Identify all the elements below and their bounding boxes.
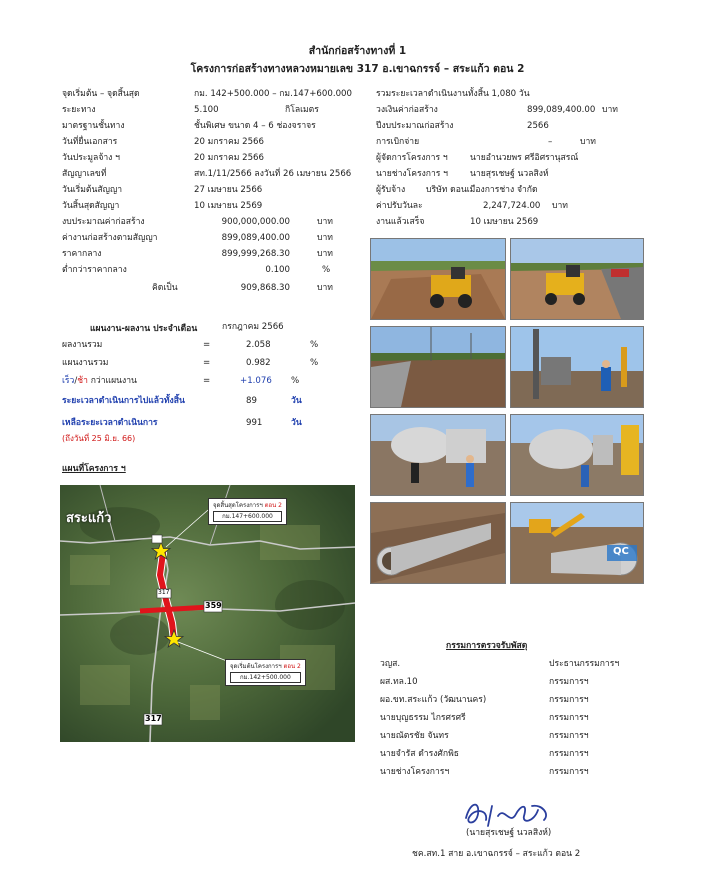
committee-member-role: กรรมการฯ (549, 767, 589, 777)
map-title: แผนที่โครงการ ฯ (62, 464, 126, 474)
right-info-unit: บาท (552, 201, 568, 211)
elapsed-value: 89 (246, 396, 257, 406)
ahead-slash: / (74, 376, 78, 386)
progress-month: กรกฎาคม 2566 (222, 322, 284, 332)
progress-title: แผนงาน-ผลงาน ประจำเดือน (90, 324, 198, 334)
right-info-value: 2566 (527, 121, 549, 131)
budget-label: ค่างานก่อสร้างตามสัญญา (62, 233, 158, 243)
start-callout-section: ตอน 2 (283, 663, 301, 670)
photo-qc-label: QC (613, 546, 629, 557)
budget-value: 899,089,400.00 (221, 233, 290, 243)
committee-member-name: นายช่างโครงการฯ (380, 767, 450, 777)
budget-unit: บาท (317, 233, 333, 243)
end-callout-km: กม.147+600.000 (213, 511, 282, 522)
photo-pipes-excavator (510, 502, 644, 584)
progress-row-eq: = (203, 340, 211, 350)
committee-member-name: ผอ.ขท.สระแก้ว (วัฒนานคร) (380, 695, 487, 705)
right-info-label: วงเงินค่าก่อสร้าง (376, 105, 438, 115)
progress-row-value: 2.058 (246, 340, 271, 350)
left-info-label: วันประมูลจ้าง ฯ (62, 153, 120, 163)
budget-unit: % (322, 265, 331, 275)
committee-member-role: กรรมการฯ (549, 749, 589, 759)
right-info-label: งานแล้วเสร็จ (376, 217, 425, 227)
ahead-slow: ช้า (77, 376, 88, 386)
right-info-label: ปีงบประมาณก่อสร้าง (376, 121, 454, 131)
left-info-label: มาตรฐานชั้นทาง (62, 121, 125, 131)
ahead-unit: % (291, 376, 300, 386)
ahead-eq: = (203, 376, 211, 386)
left-info-unit: กิโลเมตร (285, 105, 319, 115)
left-info-label: จุดเริ่มต้น – จุดสิ้นสุด (62, 89, 140, 99)
budget-label: ราคากลาง (62, 249, 102, 259)
right-info-label: ค่าปรับวันละ (376, 201, 423, 211)
right-info-value: 2,247,724.00 (483, 201, 541, 211)
remaining-value: 991 (246, 418, 263, 428)
left-info-label: ระยะทาง (62, 105, 96, 115)
photo-image (511, 415, 643, 495)
signatory-name: (นายสุรเชษฐ์ นวลสิงห์) (466, 828, 552, 838)
signatory-position: ชค.สท.1 สาย อ.เขาฉกรรจ์ – สระแก้ว ตอน 2 (412, 849, 581, 859)
right-info-unit: บาท (580, 137, 596, 147)
right-info-label: รวมระยะเวลาดำเนินงานทั้งสิ้น 1,080 วัน (376, 89, 530, 99)
project-map (60, 485, 355, 742)
budget-value: 909,868.30 (240, 283, 290, 293)
progress-row-label: ผลงานรวม (62, 340, 103, 350)
committee-title: กรรมการตรวจรับพัสดุ (446, 641, 528, 651)
end-callout-section: ตอน 2 (264, 502, 282, 509)
right-info-value: 10 เมษายน 2569 (470, 217, 539, 227)
committee-member-role: กรรมการฯ (549, 713, 589, 723)
right-info-value: บริษัท ดอนเมืองการช่าง จำกัด (426, 185, 538, 195)
right-info-value: 899,089,400.00 (527, 105, 596, 115)
start-callout-text: จุดเริ่มต้นโครงการฯ (230, 663, 284, 670)
photo-image (371, 415, 505, 495)
budget-value: 900,000,000.00 (221, 217, 290, 227)
left-info-value: ชั้นพิเศษ ขนาด 4 – 6 ช่องจราจร (194, 121, 316, 131)
progress-row-eq: = (203, 358, 211, 368)
right-info-label: ผู้รับจ้าง (376, 185, 406, 195)
handwritten-signature (458, 796, 558, 832)
right-info-unit: บาท (602, 105, 618, 115)
left-info-label: วันที่ยื่นเอกสาร (62, 137, 118, 147)
left-info-value: 5.100 (194, 105, 219, 115)
header-line-2: โครงการก่อสร้างทางหลวงหมายเลข 317 อ.เขาฉกรรจ์ – สระแก้ว ตอน 2 (190, 63, 525, 75)
ahead-label (62, 376, 137, 387)
right-info-value: – (548, 137, 553, 147)
right-info-label: การเบิกจ่าย (376, 137, 420, 147)
committee-member-name: ผส.ทล.10 (380, 677, 418, 687)
photo-image (511, 239, 643, 319)
photo-drain-pipes (370, 502, 506, 584)
budget-unit: บาท (317, 283, 333, 293)
left-info-value: กม. 142+500.000 – กม.147+600.000 (194, 89, 352, 99)
photo-concrete-pour (370, 414, 506, 496)
committee-member-role: กรรมการฯ (549, 695, 589, 705)
right-info-label: นายช่างโครงการ ฯ (376, 169, 448, 179)
budget-unit: บาท (317, 217, 333, 227)
budget-value: 899,999,268.30 (221, 249, 290, 259)
left-info-label: วันสิ้นสุดสัญญา (62, 201, 120, 211)
budget-value: 0.100 (265, 265, 290, 275)
right-info-value: นายอำนวยพร ศรีอิศรานุสรณ์ (470, 153, 579, 163)
left-info-value: 20 มกราคม 2566 (194, 137, 264, 147)
left-info-label: วันเริ่มต้นสัญญา (62, 185, 123, 195)
remaining-label: เหลือระยะเวลาดำเนินการ (62, 418, 158, 428)
photo-image (511, 503, 643, 583)
map-town-label: สระแก้ว (66, 511, 112, 526)
as-of-date: (ถึงวันที่ 25 มิ.ย. 66) (62, 434, 136, 443)
photo-pile-rig (510, 326, 644, 408)
map-route-label: 359 (205, 601, 222, 610)
remaining-unit: วัน (291, 418, 302, 428)
committee-member-role: กรรมการฯ (549, 677, 589, 687)
photo-image (511, 327, 643, 407)
right-info-value: นายสุรเชษฐ์ นวลสิงห์ (470, 169, 549, 179)
left-info-value: 27 เมษายน 2566 (194, 185, 263, 195)
progress-row-unit: % (310, 340, 319, 350)
committee-member-name: นายจำรัส ดำรงศักพิธ (380, 749, 459, 759)
budget-label: ต่ำกว่าราคากลาง (62, 265, 127, 275)
photo-grader-roadwork (370, 238, 506, 320)
header-line-1: สำนักก่อสร้างทางที่ 1 (308, 45, 407, 57)
committee-member-name: นายณัตรชัย จันทร (380, 731, 449, 741)
end-point-callout (208, 498, 287, 525)
ahead-value: +1.076 (240, 376, 272, 386)
ahead-fast: เร็ว (62, 376, 75, 386)
map-route-label: 317 (145, 714, 162, 723)
elapsed-unit: วัน (291, 396, 302, 406)
photo-image (371, 503, 505, 583)
start-point-callout (225, 659, 306, 686)
ahead-rest: กว่าแผนงาน (87, 376, 137, 386)
progress-row-value: 0.982 (246, 358, 271, 368)
committee-member-name: นายบุญธรรม ไกรศรศรี (380, 713, 466, 723)
photo-grader-highway (510, 238, 644, 320)
left-info-value: สท.1/11/2566 ลงวันที่ 26 เมษายน 2566 (194, 169, 352, 179)
left-info-value: 20 มกราคม 2566 (194, 153, 264, 163)
progress-row-unit: % (310, 358, 319, 368)
progress-row-label: แผนงานรวม (62, 358, 109, 368)
committee-member-name: วญส. (380, 659, 401, 669)
photo-image (371, 239, 505, 319)
budget-label: งบประมาณค่าก่อสร้าง (62, 217, 145, 227)
committee-member-role: ประธานกรรมการฯ (549, 659, 620, 669)
budget-label: คิดเป็น (152, 283, 178, 293)
photo-image (371, 327, 505, 407)
photo-roadbed (370, 326, 506, 408)
end-callout-text: จุดสิ้นสุดโครงการฯ (213, 502, 265, 509)
photo-mixer-truck (510, 414, 644, 496)
elapsed-label: ระยะเวลาดำเนินการไปแล้วทั้งสิ้น (62, 396, 185, 406)
committee-member-role: กรรมการฯ (549, 731, 589, 741)
right-info-label: ผู้จัดการโครงการ ฯ (376, 153, 448, 163)
start-callout-km: กม.142+500.000 (230, 672, 301, 683)
left-info-label: สัญญาเลขที่ (62, 169, 107, 179)
budget-unit: บาท (317, 249, 333, 259)
left-info-value: 10 เมษายน 2569 (194, 201, 263, 211)
map-route-label: 317 (158, 589, 170, 596)
